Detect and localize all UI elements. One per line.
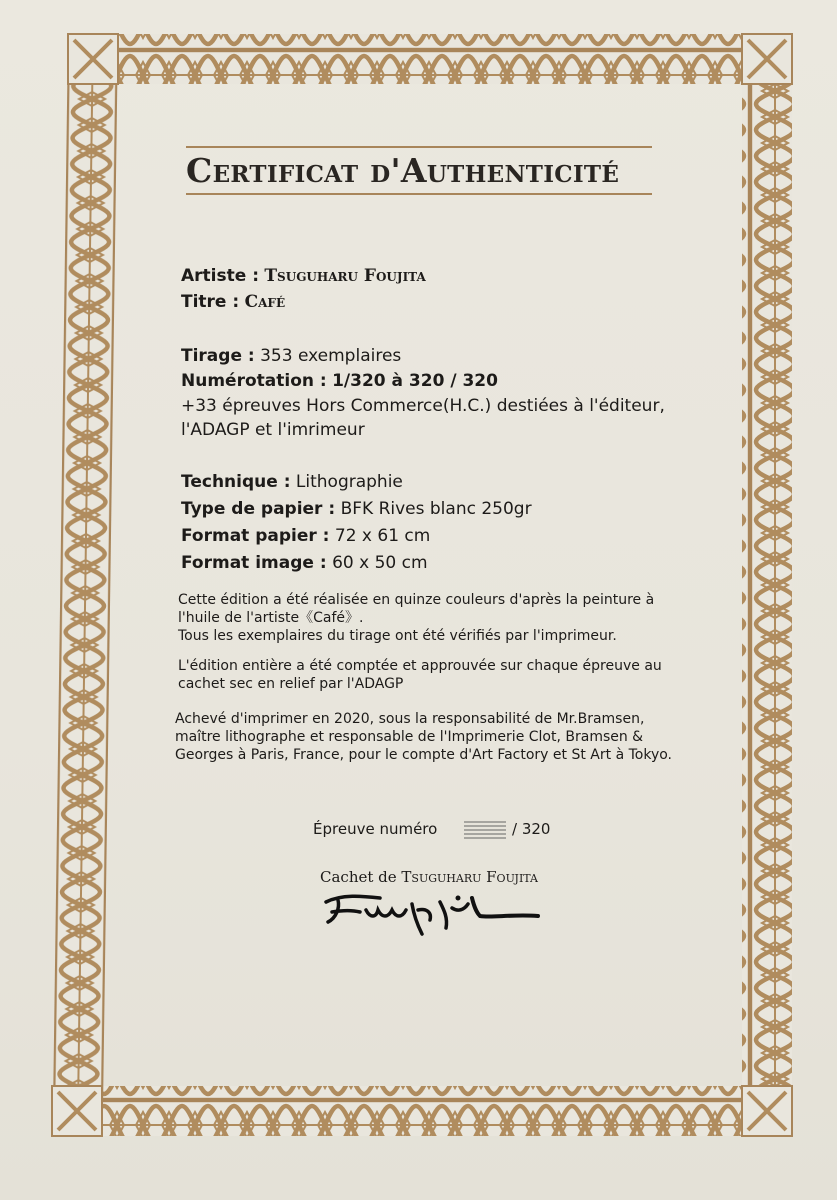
artist-label: Artiste : (181, 266, 259, 286)
tirage-line (181, 346, 401, 366)
hors-commerce-line2: l'ADAGP et l'imrimeur (181, 420, 365, 440)
tirage-value: 353 exemplaires (260, 346, 402, 366)
format-image-line (181, 553, 428, 573)
paragraph-2-line2: cachet sec en relief par l'ADAGP (178, 676, 404, 692)
paragraph-3-line3: Georges à Paris, France, pour le compte d'Art Factory et St Art à Tokyo. (175, 747, 672, 763)
epreuve-label: Épreuve numéro (313, 820, 438, 838)
format-papier-value: 72 x 61 cm (334, 526, 431, 546)
type-papier-line (181, 499, 532, 519)
format-papier-line (181, 526, 430, 546)
hors-commerce-line1: +33 épreuves Hors Commerce(H.C.) destiées à l'éditeur, (181, 396, 665, 416)
titre-label: Titre : (181, 292, 240, 312)
epreuve-total: / 320 (512, 820, 551, 838)
type-papier-value: BFK Rives blanc 250gr (340, 499, 532, 519)
title-rule-top (186, 146, 652, 148)
tirage-label: Tirage : (181, 346, 255, 366)
artist-value: Tsuguharu Foujita (264, 266, 426, 286)
format-papier-label: Format papier : (181, 526, 330, 546)
paragraph-1-line2: l'huile de l'artiste《Café》. (178, 610, 364, 626)
paragraph-1-line1: Cette édition a été réalisée en quinze couleurs d'après la peinture à (178, 592, 655, 608)
signature-image (322, 888, 544, 940)
title-block (186, 146, 652, 195)
format-image-label: Format image : (181, 553, 327, 573)
titre-value: Café (244, 292, 286, 312)
epreuve-number-blank (464, 819, 506, 841)
paragraph-1-line3: Tous les exemplaires du tirage ont été vérifiés par l'imprimeur. (178, 628, 617, 644)
cachet-name: Tsuguharu Foujita (401, 868, 538, 886)
cachet-prefix: Cachet de (320, 868, 397, 886)
cachet-line (320, 868, 538, 886)
paragraph-3-line1: Achevé d'imprimer en 2020, sous la responsabilité de Mr.Bramsen, (175, 711, 645, 727)
type-papier-label: Type de papier : (181, 499, 336, 519)
title-rule-bottom (186, 193, 652, 195)
numerotation-label: Numérotation : (181, 371, 327, 391)
technique-line (181, 472, 403, 492)
titre-line (181, 292, 285, 312)
technique-value: Lithographie (295, 472, 403, 492)
artist-line (181, 266, 426, 286)
format-image-value: 60 x 50 cm (332, 553, 428, 573)
paragraph-3-line2: maître lithographe et responsable de l'Imprimerie Clot, Bramsen & (175, 729, 644, 745)
page-title: Certificat d'Authenticité (186, 151, 620, 190)
numerotation-line (181, 371, 498, 391)
paragraph-2-line1: L'édition entière a été comptée et approuvée sur chaque épreuve au (178, 658, 662, 674)
technique-label: Technique : (181, 472, 291, 492)
numerotation-value: 1/320 à 320 / 320 (332, 371, 498, 391)
